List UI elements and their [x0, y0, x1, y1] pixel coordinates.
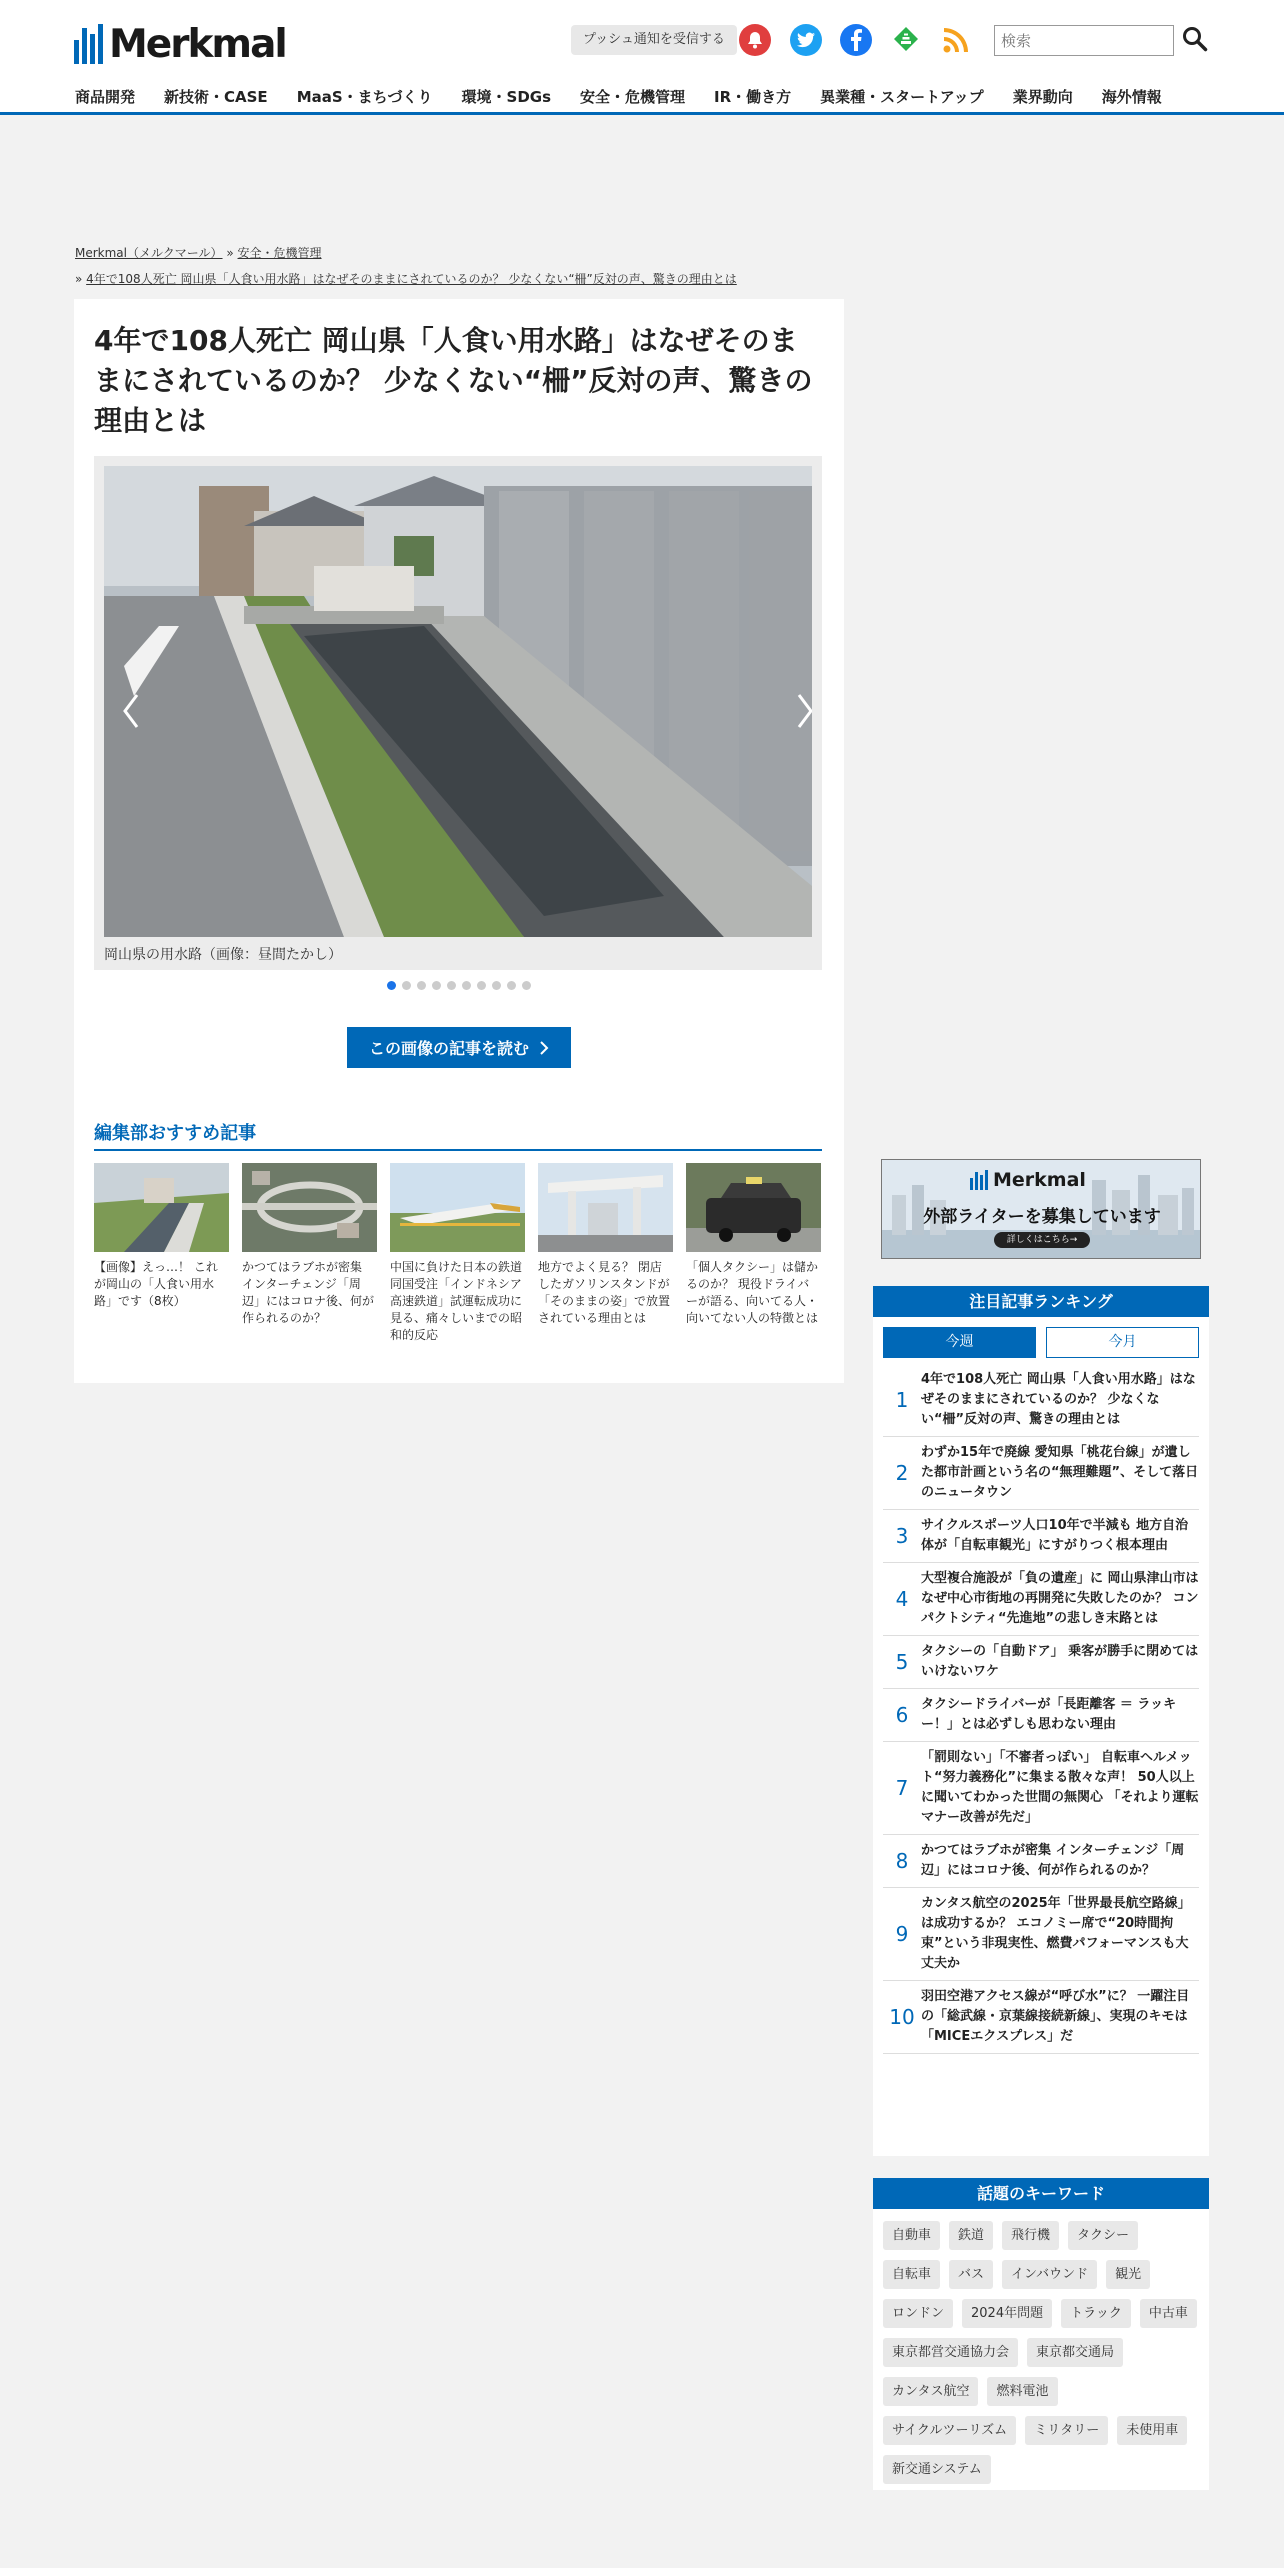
ranking-number: 9 [895, 1922, 909, 1946]
rss-icon[interactable] [940, 24, 972, 56]
keyword-tag[interactable]: 鉄道 [949, 2221, 993, 2250]
breadcrumb-separator: » [75, 272, 87, 286]
keyword-tag[interactable]: 東京都営交通協力会 [883, 2338, 1018, 2367]
ranking-number: 2 [895, 1461, 909, 1485]
banner-button: 詳しくはこちら→ [994, 1232, 1090, 1248]
nav-item-overseas[interactable]: 海外情報 [1101, 88, 1162, 106]
keyword-tag[interactable]: タクシー [1068, 2221, 1138, 2250]
keyword-tag[interactable]: カンタス航空 [883, 2377, 978, 2406]
banner-logo-mark [970, 1170, 1086, 1190]
keywords-heading: 話題のキーワード [873, 2178, 1209, 2209]
recommended-item[interactable] [94, 1163, 229, 1344]
ranking-number: 6 [895, 1703, 909, 1727]
ranking-item[interactable] [883, 1364, 1199, 1437]
recommended-thumbnail [538, 1163, 673, 1252]
keyword-tag[interactable]: 燃料電池 [987, 2377, 1057, 2406]
keyword-tag[interactable]: トラック [1061, 2299, 1131, 2328]
ranking-heading: 注目記事ランキング [873, 1286, 1209, 1317]
writer-recruit-banner[interactable] [881, 1159, 1201, 1259]
nav-item-ir-work[interactable]: IR・働き方 [714, 88, 792, 106]
search-input[interactable] [994, 25, 1174, 56]
recommended-title: 地方でよく見る？ 閉店したガソリンスタンドが「そのままの姿」で放置されている理由とは [538, 1260, 671, 1325]
gallery-pagination [74, 981, 844, 990]
gallery-dot[interactable] [432, 981, 441, 990]
recommended-title: 中国に負けた日本の鉄道 同国受注「インドネシア高速鉄道」試運転成功に見る、痛々しいまでの昭和的反応 [390, 1260, 523, 1342]
keyword-tag[interactable]: バス [949, 2260, 993, 2289]
ranking-number: 4 [895, 1587, 909, 1611]
keyword-tag[interactable]: 新交通システム [883, 2455, 991, 2484]
gallery-dot[interactable] [477, 981, 486, 990]
breadcrumb-category[interactable]: 安全・危機管理 [237, 246, 322, 260]
ranking-item[interactable] [883, 1888, 1199, 1981]
image-gallery [94, 456, 822, 970]
ranking-item[interactable] [883, 1835, 1199, 1888]
nav-item-product-development[interactable]: 商品開発 [75, 88, 136, 106]
keyword-tag[interactable]: 自動車 [883, 2221, 940, 2250]
gallery-dot[interactable] [402, 981, 411, 990]
keyword-tag[interactable]: 2024年問題 [962, 2299, 1052, 2328]
read-article-button[interactable] [347, 1027, 571, 1068]
breadcrumb [75, 240, 737, 292]
recommended-title: 【画像】えっ…！ これが岡山の「人食い用水路」です（8枚） [94, 1260, 218, 1308]
nav-item-industry-trends[interactable]: 業界動向 [1012, 88, 1073, 106]
read-article-label: この画像の記事を読む [368, 1039, 529, 1058]
chevron-left-icon [121, 693, 141, 729]
tab-this-week[interactable]: 今週 [883, 1327, 1036, 1358]
facebook-icon[interactable] [840, 24, 872, 56]
recommended-thumbnail [242, 1163, 377, 1252]
recommended-thumbnail [686, 1163, 821, 1252]
keyword-tag[interactable]: 飛行機 [1002, 2221, 1059, 2250]
ranking-title: カンタス航空の2025年「世界最長航空路線」は成功するか？ エコノミー席で“20時間拘束”という非現実性、燃費パフォーマンスも大丈夫か [921, 1896, 1191, 1971]
keyword-tag[interactable]: 中古車 [1140, 2299, 1197, 2328]
ranking-number: 10 [889, 2005, 915, 2029]
ranking-list [873, 1358, 1209, 2054]
nav-item-safety[interactable]: 安全・危機管理 [580, 88, 686, 106]
ranking-title: 羽田空港アクセス線が“呼び水”に？ 一躍注目の「総武線・京葉線接続新線」、実現のキモは「MICEエクスプレス」だ [921, 1989, 1190, 2044]
ranking-number: 8 [895, 1849, 909, 1873]
logo-mark [74, 24, 103, 64]
gallery-dot[interactable] [462, 981, 471, 990]
ranking-panel [873, 1286, 1209, 2156]
keyword-tag[interactable]: ロンドン [883, 2299, 953, 2328]
bell-icon[interactable] [739, 24, 771, 56]
ranking-number: 7 [895, 1776, 909, 1800]
gallery-photo-canal[interactable] [104, 466, 812, 937]
ranking-title: タクシードライバーが「長距離客 ＝ ラッキー！」とは必ずしも思わない理由 [921, 1697, 1177, 1732]
tab-this-month[interactable]: 今月 [1046, 1327, 1199, 1358]
site-logo[interactable] [74, 22, 286, 66]
banner-logo-text: Merkmal [993, 1169, 1086, 1191]
gallery-dot[interactable] [447, 981, 456, 990]
breadcrumb-separator: » [222, 246, 238, 260]
ranking-number: 3 [895, 1524, 909, 1548]
search-icon [1182, 26, 1208, 52]
nav-item-new-tech-case[interactable]: 新技術・CASE [164, 88, 268, 106]
gallery-dot[interactable] [492, 981, 501, 990]
ranking-item[interactable] [883, 1636, 1199, 1689]
recommended-thumbnail [390, 1163, 525, 1252]
recommended-list [94, 1163, 822, 1344]
recommended-item[interactable] [538, 1163, 673, 1344]
recommended-heading: 編集部おすすめ記事 [94, 1119, 822, 1151]
ranking-title: 4年で108人死亡 岡山県「人食い用水路」はなぜそのままにされているのか？ 少なくない“柵”反対の声、驚きの理由とは [921, 1372, 1196, 1427]
gallery-caption: 岡山県の用水路（画像：昼間たかし） [104, 947, 342, 963]
nav-item-environment-sdgs[interactable]: 環境・SDGs [461, 88, 552, 106]
nav-item-maas[interactable]: MaaS・まちづくり [296, 88, 433, 106]
recommended-item[interactable] [242, 1163, 377, 1344]
ranking-tabs [873, 1317, 1209, 1358]
nav-item-startup[interactable]: 異業種・スタートアップ [820, 88, 984, 106]
keyword-tag[interactable]: 自転車 [883, 2260, 940, 2289]
article-card [74, 299, 844, 1383]
ranking-item[interactable] [883, 1981, 1199, 2054]
keyword-tag[interactable]: ミリタリー [1025, 2416, 1108, 2445]
ranking-title: 「罰則ない」「不審者っぽい」 自転車ヘルメット“努力義務化”に集まる散々な声！ 50人以上に聞いてわかった世間の無関心 「それより運転マナー改善が先だ」 [921, 1750, 1199, 1825]
ranking-item[interactable] [883, 1742, 1199, 1835]
ranking-number: 5 [895, 1650, 909, 1674]
keywords-panel [873, 2178, 1209, 2490]
keyword-list [873, 2209, 1209, 2484]
keyword-tag[interactable]: 東京都交通局 [1027, 2338, 1123, 2367]
recommended-item[interactable] [390, 1163, 525, 1344]
logo-text: Merkmal [109, 21, 286, 67]
recommended-thumbnail [94, 1163, 229, 1252]
gallery-dot[interactable] [507, 981, 516, 990]
keyword-tag[interactable]: 観光 [1106, 2260, 1150, 2289]
recommended-item[interactable] [686, 1163, 821, 1344]
keyword-tag[interactable]: 未使用車 [1117, 2416, 1187, 2445]
search-button[interactable] [1180, 25, 1210, 55]
keyword-tag[interactable]: インバウンド [1002, 2260, 1097, 2289]
twitter-icon[interactable] [790, 24, 822, 56]
ranking-title: タクシーの「自動ドア」 乗客が勝手に閉めてはいけないワケ [921, 1644, 1199, 1679]
gallery-prev-button[interactable] [116, 686, 146, 736]
ranking-title: わずか15年で廃線 愛知県「桃花台線」が遺した都市計画という名の“無理難題”、そして落日のニュータウン [921, 1445, 1199, 1500]
ranking-title: かつてはラブホが密集 インターチェンジ「周辺」にはコロナ後、何が作られるのか？ [921, 1843, 1185, 1878]
ranking-item[interactable] [883, 1563, 1199, 1636]
breadcrumb-home[interactable]: Merkmal（メルクマール） [75, 246, 223, 260]
feedly-icon[interactable] [890, 24, 922, 56]
breadcrumb-current[interactable]: 4年で108人死亡 岡山県「人食い用水路」はなぜそのままにされているのか？ 少なくない“柵”反対の声、驚きの理由とは [86, 272, 737, 286]
ranking-title: 大型複合施設が「負の遺産」に 岡山県津山市はなぜ中心市街地の再開発に失敗したのか？ コンパクトシティ“先進地”の悲しき末路とは [921, 1571, 1199, 1626]
ranking-item[interactable] [883, 1437, 1199, 1510]
keyword-tag[interactable]: サイクルツーリズム [883, 2416, 1016, 2445]
ranking-item[interactable] [883, 1689, 1199, 1742]
ranking-number: 1 [895, 1388, 909, 1412]
ranking-title: サイクルスポーツ人口10年で半減も 地方自治体が「自転車観光」にすがりつく根本理由 [921, 1518, 1189, 1553]
push-notification-button[interactable]: プッシュ通知を受信する [571, 25, 737, 55]
gallery-next-button[interactable] [790, 686, 812, 736]
site-header [0, 0, 1284, 115]
article-title: 4年で108人死亡 岡山県「人食い用水路」はなぜそのままにされているのか？ 少なくない“柵”反対の声、驚きの理由とは [94, 324, 813, 437]
gallery-dot[interactable] [387, 981, 396, 990]
chevron-right-icon [539, 1041, 549, 1055]
recommended-title: かつてはラブホが密集 インターチェンジ「周辺」にはコロナ後、何が作られるのか？ [242, 1260, 375, 1325]
ranking-item[interactable] [883, 1510, 1199, 1563]
chevron-right-icon [795, 693, 812, 729]
main-nav [75, 86, 1191, 107]
banner-text: 外部ライターを募集しています [923, 1207, 1161, 1227]
recommended-title: 「個人タクシー」は儲かるのか？ 現役ドライバーが語る、向いてる人・向いてない人の特徴とは [686, 1260, 819, 1325]
gallery-dot[interactable] [522, 981, 531, 990]
gallery-dot[interactable] [417, 981, 426, 990]
